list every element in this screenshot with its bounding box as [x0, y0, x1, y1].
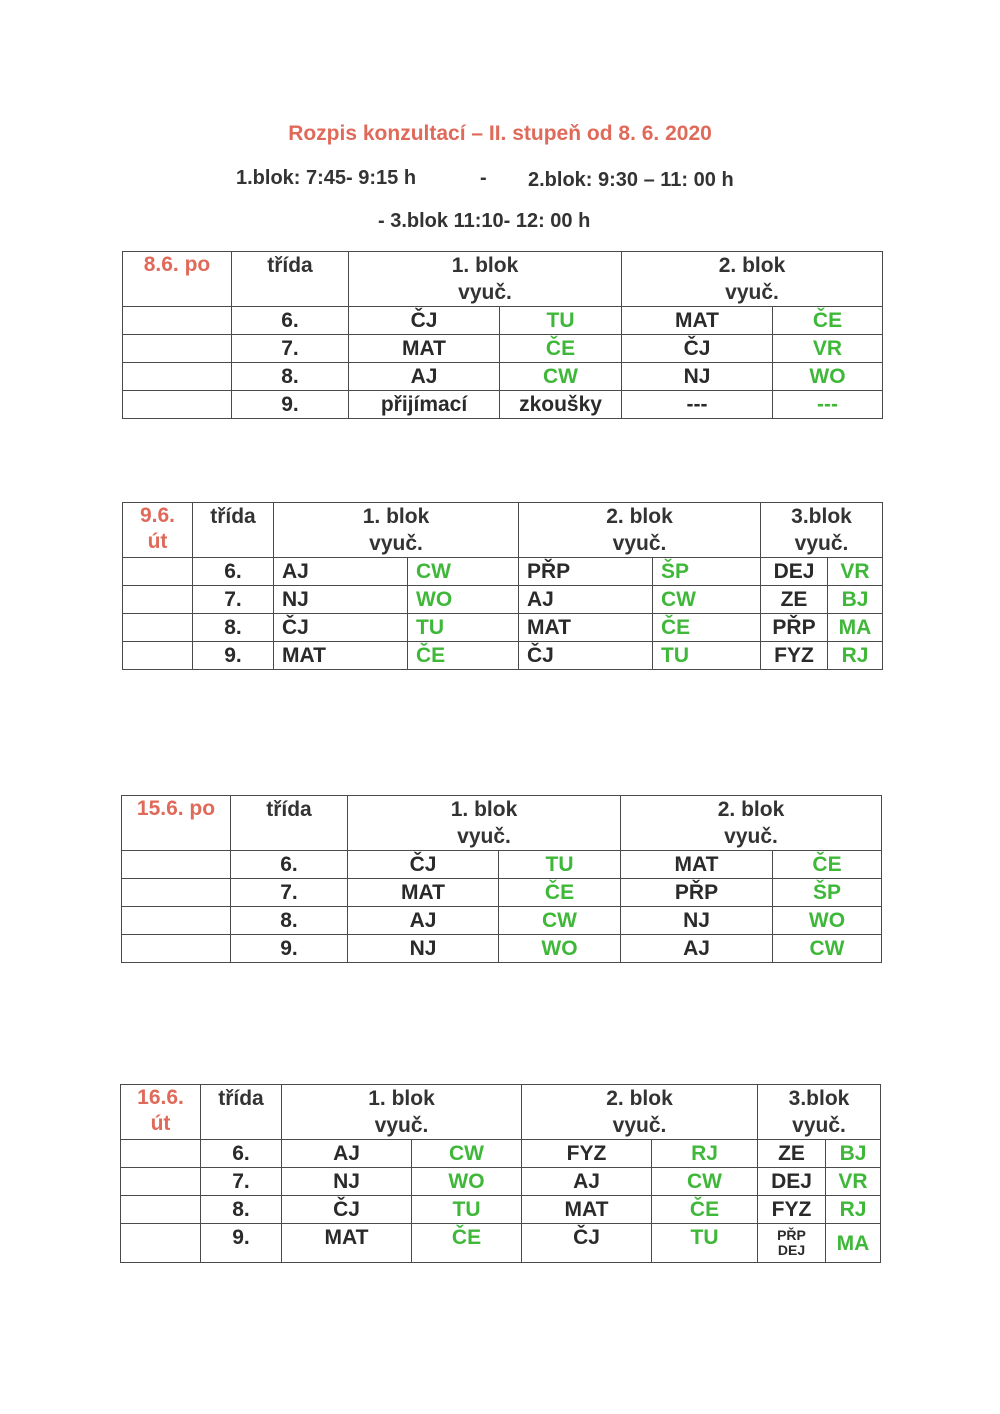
trida-header: třída [201, 1085, 282, 1140]
class-cell: 8. [193, 614, 274, 642]
teacher-cell: MA [826, 1224, 881, 1263]
trida-header: třída [193, 503, 274, 558]
table-row [123, 558, 883, 586]
subject-cell: ČJ [282, 1196, 412, 1224]
teacher-cell: WO [408, 586, 519, 614]
block1-time: 1.blok: 7:45- 9:15 h [236, 167, 417, 189]
teacher-cell: CW [412, 1140, 522, 1168]
subject-cell: MAT [349, 335, 500, 363]
table-row [123, 614, 883, 642]
subject-cell: MAT [622, 307, 773, 335]
table-row [123, 586, 883, 614]
teacher-cell: ČE [500, 335, 622, 363]
subject-cell: AJ [282, 1140, 412, 1168]
teacher-cell: ŠP [653, 558, 761, 586]
block3-time: - 3.blok 11:10- 12: 00 h [378, 210, 591, 232]
subject-cell: NJ [622, 363, 773, 391]
teacher-cell: TU [408, 614, 519, 642]
block3-header: 3.blok vyuč. [758, 1085, 881, 1140]
teacher-cell: CW [773, 935, 882, 963]
subject-cell-stacked: PŘP DEJ [758, 1224, 826, 1263]
subject-cell: PŘP [519, 558, 653, 586]
class-cell: 9. [231, 935, 348, 963]
teacher-cell: ČE [652, 1196, 758, 1224]
class-cell: 6. [231, 851, 348, 879]
schedule-table-9-6 [122, 502, 883, 670]
subject-cell: ČJ [274, 614, 408, 642]
subject-cell: AJ [274, 558, 408, 586]
block1-header: 1. blok vyuč. [274, 503, 519, 558]
teacher-cell: ŠP [773, 879, 882, 907]
teacher-cell: CW [653, 586, 761, 614]
block3-header: 3.blok vyuč. [761, 503, 883, 558]
table-row [121, 1224, 881, 1263]
subject-cell: AJ [519, 586, 653, 614]
class-cell: 7. [193, 586, 274, 614]
teacher-cell: MA [828, 614, 883, 642]
block2-time: 2.blok: 9:30 – 11: 00 h [528, 169, 734, 191]
class-cell: 6. [201, 1140, 282, 1168]
subject-cell: PŘP [761, 614, 828, 642]
subject-cell: MAT [274, 642, 408, 670]
subject-cell: MAT [519, 614, 653, 642]
teacher-cell: TU [500, 307, 622, 335]
teacher-cell: VR [773, 335, 883, 363]
class-cell: 7. [231, 879, 348, 907]
teacher-cell: --- [773, 391, 883, 419]
page-title: Rozpis konzultací – II. stupeň od 8. 6. 2020 [288, 122, 712, 145]
block1-header: 1. blok vyuč. [282, 1085, 522, 1140]
teacher-cell: WO [773, 363, 883, 391]
teacher-cell: RJ [652, 1140, 758, 1168]
class-cell: 8. [201, 1196, 282, 1224]
teacher-cell: CW [499, 907, 621, 935]
table-date: 15.6. po [122, 796, 231, 851]
subject-cell: AJ [349, 363, 500, 391]
block1-header: 1. blok vyuč. [348, 796, 621, 851]
subject-cell: ZE [758, 1140, 826, 1168]
class-cell: 6. [232, 307, 349, 335]
teacher-cell: RJ [828, 642, 883, 670]
subject-cell: ČJ [349, 307, 500, 335]
subject-cell: MAT [348, 879, 499, 907]
subject-cell: přijímací [349, 391, 500, 419]
table-row [122, 935, 882, 963]
teacher-cell: ČE [773, 307, 883, 335]
block2-header: 2. blok vyuč. [522, 1085, 758, 1140]
subject-cell: ČJ [348, 851, 499, 879]
subject-cell: DEJ [758, 1168, 826, 1196]
teacher-cell: RJ [826, 1196, 881, 1224]
block1-header: 1. blok vyuč. [349, 252, 622, 307]
class-cell: 9. [232, 391, 349, 419]
subject-cell: AJ [522, 1168, 652, 1196]
teacher-cell: ČE [773, 851, 882, 879]
teacher-cell: ČE [653, 614, 761, 642]
subject-cell: ČJ [622, 335, 773, 363]
class-cell: 6. [193, 558, 274, 586]
teacher-cell: WO [412, 1168, 522, 1196]
table-date: 8.6. po [123, 252, 232, 307]
subject-cell: --- [622, 391, 773, 419]
table-row [121, 1168, 881, 1196]
class-cell: 7. [232, 335, 349, 363]
table-row [123, 335, 883, 363]
trida-header: třída [232, 252, 349, 307]
subject-cell: ČJ [519, 642, 653, 670]
trida-header: třída [231, 796, 348, 851]
table-row [123, 307, 883, 335]
subject-cell: NJ [348, 935, 499, 963]
class-cell: 9. [193, 642, 274, 670]
subject-cell: MAT [621, 851, 773, 879]
subject-cell: MAT [282, 1224, 412, 1263]
teacher-cell: WO [499, 935, 621, 963]
teacher-cell: BJ [828, 586, 883, 614]
subject-cell: FYZ [758, 1196, 826, 1224]
subject-cell: ČJ [522, 1224, 652, 1263]
block2-header: 2. blok vyuč. [519, 503, 761, 558]
table-row [123, 391, 883, 419]
table-row [122, 907, 882, 935]
subject-cell: ZE [761, 586, 828, 614]
subject-cell: zkoušky [500, 391, 622, 419]
class-cell: 7. [201, 1168, 282, 1196]
teacher-cell: CW [408, 558, 519, 586]
schedule-table-16-6 [120, 1084, 881, 1263]
block-separator: - [480, 167, 487, 189]
subject-cell: AJ [621, 935, 773, 963]
table-row [122, 879, 882, 907]
table-row [121, 1196, 881, 1224]
table-date: 16.6. út [121, 1085, 201, 1140]
subject-cell: NJ [621, 907, 773, 935]
teacher-cell: ČE [412, 1224, 522, 1263]
class-cell: 8. [232, 363, 349, 391]
subject-cell: PŘP [621, 879, 773, 907]
table-row [123, 642, 883, 670]
class-cell: 8. [231, 907, 348, 935]
table-date: 9.6. út [123, 503, 193, 558]
subject-cell: NJ [274, 586, 408, 614]
teacher-cell: CW [500, 363, 622, 391]
teacher-cell: TU [412, 1196, 522, 1224]
teacher-cell: TU [499, 851, 621, 879]
block2-header: 2. blok vyuč. [622, 252, 883, 307]
subject-cell: FYZ [522, 1140, 652, 1168]
schedule-table-8-6 [122, 251, 883, 419]
teacher-cell: TU [653, 642, 761, 670]
teacher-cell: ČE [499, 879, 621, 907]
teacher-cell: WO [773, 907, 882, 935]
subject-cell: FYZ [761, 642, 828, 670]
teacher-cell: VR [826, 1168, 881, 1196]
block2-header: 2. blok vyuč. [621, 796, 882, 851]
subject-cell: AJ [348, 907, 499, 935]
teacher-cell: ČE [408, 642, 519, 670]
schedule-table-15-6 [121, 795, 882, 963]
table-row [122, 851, 882, 879]
teacher-cell: BJ [826, 1140, 881, 1168]
teacher-cell: CW [652, 1168, 758, 1196]
class-cell: 9. [201, 1224, 282, 1263]
teacher-cell: TU [652, 1224, 758, 1263]
teacher-cell: VR [828, 558, 883, 586]
table-row [121, 1140, 881, 1168]
subject-cell: DEJ [761, 558, 828, 586]
subject-cell: NJ [282, 1168, 412, 1196]
subject-cell: MAT [522, 1196, 652, 1224]
table-row [123, 363, 883, 391]
